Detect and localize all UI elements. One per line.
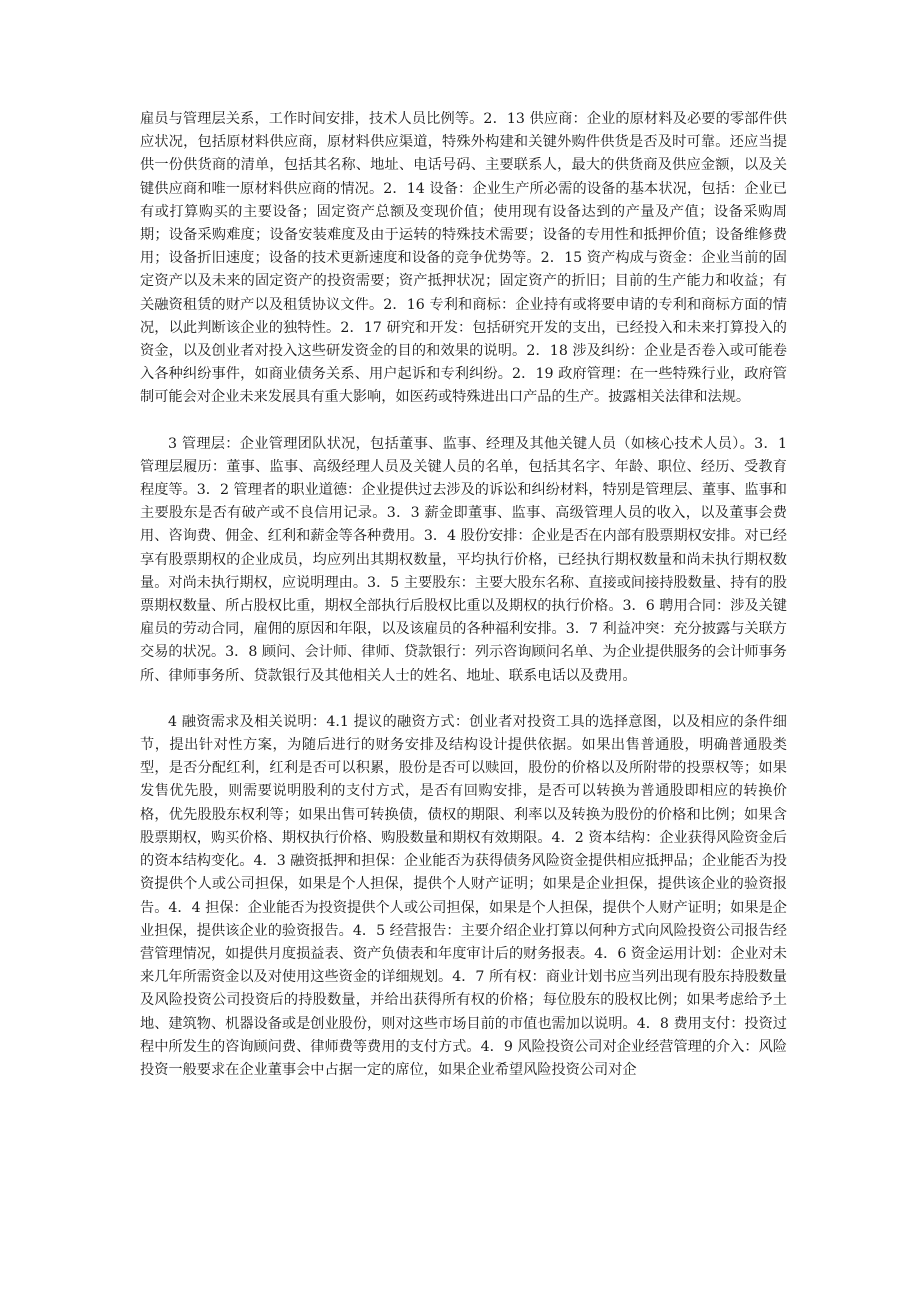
document-page bbox=[140, 108, 787, 1082]
paragraph-financing: 4 融资需求及相关说明：4.1 提议的融资方式：创业者对投资工具的选择意图，以及相应的条件细节，提出针对性方案，为随后进行的财务安排及结构设计提供依据。如果出售普通股，明确普通股类型，是否分配红利，红利是否可以积累，股份是否可以赎回，股份的价格以及所附带的投票权等；如果发售优先股，则需要说明股利的支付方式，是否有回购安排，是否可以转换为普通股即相应的转换价格，优先股股东权利等；如果出售可转换债，债权的期限、利率以及转换为股份的价格和比例；如果含股票期权，购买价格、期权执行价格、购股数量和期权有效期限。4．2 资本结构：企业获得风险资金后的资本结构变化。4．3 融资抵押和担保：企业能否为获得债务风险资金提供相应抵押品；企业能否为投资提供个人或公司担保，如果是个人担保，提供个人财产证明；如果是企业担保，提供该企业的验资报告。4．4 担保：企业能否为投资提供个人或公司担保，如果是个人担保，提供个人财产证明；如果是企业担保，提供该企业的验资报告。4．5 经营报告：主要介绍企业打算以何种方式向风险投资公司报告经营管理情况，如提供月度损益表、资产负债表和年度审计后的财务报表。4．6 资金运用计划：企业对未来几年所需资金以及对使用这些资金的详细规划。4．7 所有权：商业计划书应当列出现有股东持股数量及风险投资公司投资后的持股数量，并给出获得所有权的价格；每位股东的股权比例；如果考虑给予土地、建筑物、机器设备或是创业股份，则对这些市场目前的市值也需加以说明。4．8 费用支付：投资过程中所发生的咨询顾问费、律师费等费用的支付方式。4．9 风险投资公司对企业经营管理的介入：风险投资一般要求在企业董事会中占据一定的席位，如果企业希望风险投资公司对企 bbox=[140, 713, 787, 1078]
paragraph-management: 3 管理层：企业管理团队状况，包括董事、监事、经理及其他关键人员（如核心技术人员）。3．1 管理层履历：董事、监事、高级经理人员及关键人员的名单，包括其名字、年龄、职位、经历、受教育程度等。3．2 管理者的职业道德：企业提供过去涉及的诉讼和纠纷材料，特别是管理层、董事、监事和主要股东是否有破产或不良信用记录。3．3 薪金即董事、监事、高级管理人员的收入，以及董事会费用、咨询费、佣金、红利和薪金等各种费用。3．4 股份安排：企业是否在内部有股票期权安排。对已经享有股票期权的企业成员，均应列出其期权数量，平均执行价格，已经执行期权数量和尚未执行期权数量。对尚未执行期权，应说明理由。3．5 主要股东：主要大股东名称、直接或间接持股数量、持有的股票期权数量、所占股权比重，期权全部执行后股权比重以及期权的执行价格。3．6 聘用合同：涉及关键雇员的劳动合同，雇佣的原因和年限，以及该雇员的各种福利安排。3．7 利益冲突：充分披露与关联方交易的状况。3．8 顾问、会计师、律师、贷款银行：列示咨询顾问名单、为企业提供服务的会计师事务所、律师事务所、贷款银行及其他相关人士的姓名、地址、联系电话以及费用。 bbox=[140, 435, 787, 684]
paragraph-suppliers-equipment: 雇员与管理层关系，工作时间安排，技术人员比例等。2．13 供应商：企业的原材料及必要的零部件供应状况，包括原材料供应商，原材料供应渠道，特殊外构建和关键外购件供货是否及时可靠。还应当提供一份供货商的清单，包括其名称、地址、电话号码、主要联系人，最大的供货商及供应金额，以及关键供应商和唯一原材料供应商的情况。2．14 设备：企业生产所必需的设备的基本状况，包括：企业已有或打算购买的主要设备；固定资产总额及变现价值；使用现有设备达到的产量及产值；设备采购周期；设备采购难度；设备安装难度及由于运转的特殊技术需要；设备的专用性和抵押价值；设备维修费用；设备折旧速度；设备的技术更新速度和设备的竞争优势等。2．15 资产构成与资金：企业当前的固定资产以及未来的固定资产的投资需要；资产抵押状况；固定资产的折旧；目前的生产能力和收益；有关融资租赁的财产以及租赁协议文件。2．16 专利和商标：企业持有或将要申请的专利和商标方面的情况，以此判断该企业的独特性。2．17 研究和开发：包括研究开发的支出，已经投入和未来打算投入的资金，以及创业者对投入这些研发资金的目的和效果的说明。2．18 涉及纠纷：企业是否卷入或可能卷入各种纠纷事件，如商业债务关系、用户起诉和专利纠纷。2．19 政府管理：在一些特殊行业，政府管制可能会对企业未来发展具有重大影响，如医药或特殊进出口产品的生产。披露相关法律和法规。 bbox=[140, 111, 787, 406]
